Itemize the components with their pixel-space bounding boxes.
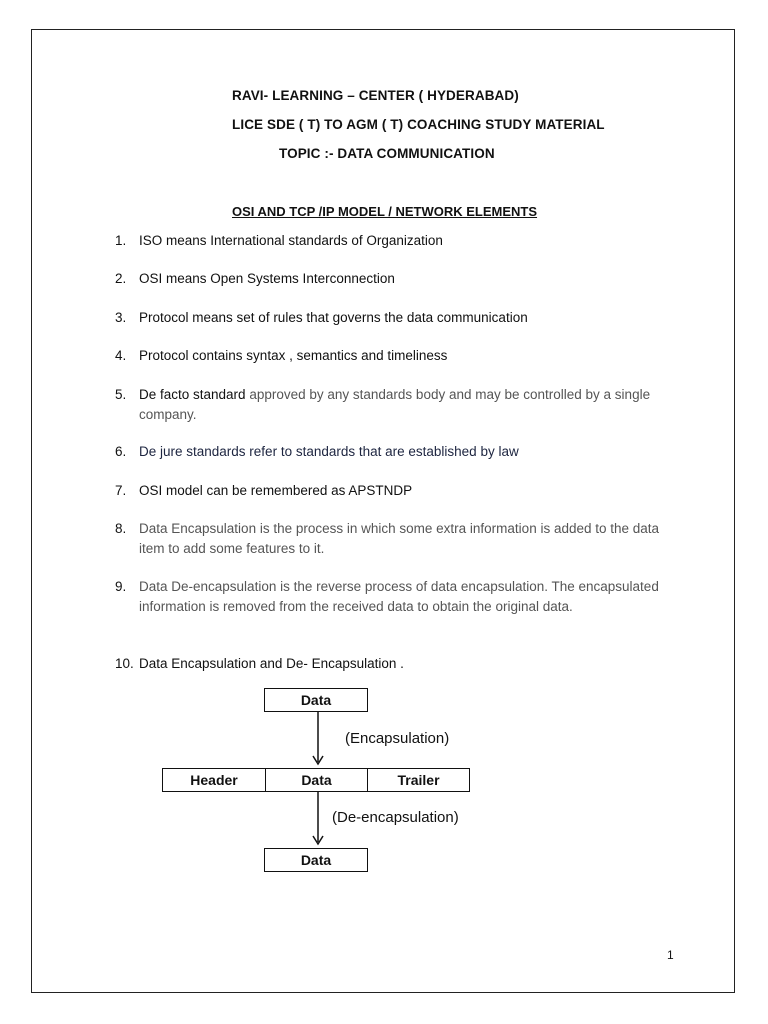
list-item bbox=[115, 519, 675, 558]
down-arrow-icon bbox=[310, 792, 326, 848]
list-item-text: Protocol contains syntax , semantics and timeliness bbox=[139, 348, 448, 363]
list-item-number: 3. bbox=[115, 310, 127, 325]
list-item bbox=[115, 231, 675, 251]
list-item bbox=[115, 385, 675, 424]
list-item-text: Data De-encapsulation is the reverse process of data encapsulation. The encapsulated information is removed from the received data to obtain the original data. bbox=[139, 579, 659, 614]
encapsulation-label: (Encapsulation) bbox=[345, 730, 450, 747]
list-item-lead: De facto standard bbox=[139, 387, 246, 402]
list-item-text: Data Encapsulation is the process in which some extra information is added to the data item to add some features to it. bbox=[139, 521, 660, 556]
list-item-number: 1. bbox=[115, 233, 127, 248]
list-item bbox=[115, 269, 675, 289]
list-item-number: 9. bbox=[115, 579, 127, 594]
list-item bbox=[115, 442, 675, 462]
section-title: OSI AND TCP /IP MODEL / NETWORK ELEMENTS bbox=[232, 204, 538, 219]
list-item bbox=[115, 577, 675, 616]
list-item-number: 2. bbox=[115, 271, 127, 286]
list-item-number: 4. bbox=[115, 348, 127, 363]
list-item-text: Data Encapsulation and De- Encapsulation . bbox=[139, 656, 404, 671]
diagram-header-box: Header bbox=[162, 768, 266, 792]
list-item-text: OSI model can be remembered as APSTNDP bbox=[139, 483, 413, 498]
header-line-1: RAVI- LEARNING – CENTER ( HYDERABAD) bbox=[232, 88, 519, 103]
header-line-3: TOPIC :- DATA COMMUNICATION bbox=[279, 146, 495, 161]
page-number: 1 bbox=[667, 948, 674, 962]
list-item-number: 8. bbox=[115, 521, 127, 536]
list-item-text: ISO means International standards of Organization bbox=[139, 233, 443, 248]
list-item-text: De jure standards refer to standards that are established by law bbox=[139, 444, 519, 459]
diagram-data-box-bottom: Data bbox=[264, 848, 368, 872]
list-item bbox=[115, 308, 675, 328]
list-item-number: 6. bbox=[115, 444, 127, 459]
list-item-text-wrap bbox=[139, 385, 675, 424]
page-border bbox=[31, 29, 735, 993]
diagram-data-box-middle: Data bbox=[265, 768, 369, 792]
header-line-2: LICE SDE ( T) TO AGM ( T) COACHING STUDY MATERIAL bbox=[232, 117, 605, 132]
list-item-number: 10. bbox=[115, 656, 134, 671]
list-item bbox=[115, 346, 675, 366]
down-arrow-icon bbox=[310, 712, 326, 768]
list-item-text: OSI means Open Systems Interconnection bbox=[139, 271, 395, 286]
diagram-data-box-top: Data bbox=[264, 688, 368, 712]
de-encapsulation-label: (De-encapsulation) bbox=[332, 809, 459, 826]
list-item bbox=[115, 481, 675, 501]
list-item bbox=[115, 654, 675, 674]
list-item-number: 5. bbox=[115, 387, 127, 402]
list-item-number: 7. bbox=[115, 483, 127, 498]
list-item-text: approved by any standards body and may be controlled by a single company. bbox=[139, 387, 651, 422]
diagram-trailer-box: Trailer bbox=[367, 768, 470, 792]
list-item-text: Protocol means set of rules that governs the data communication bbox=[139, 310, 528, 325]
